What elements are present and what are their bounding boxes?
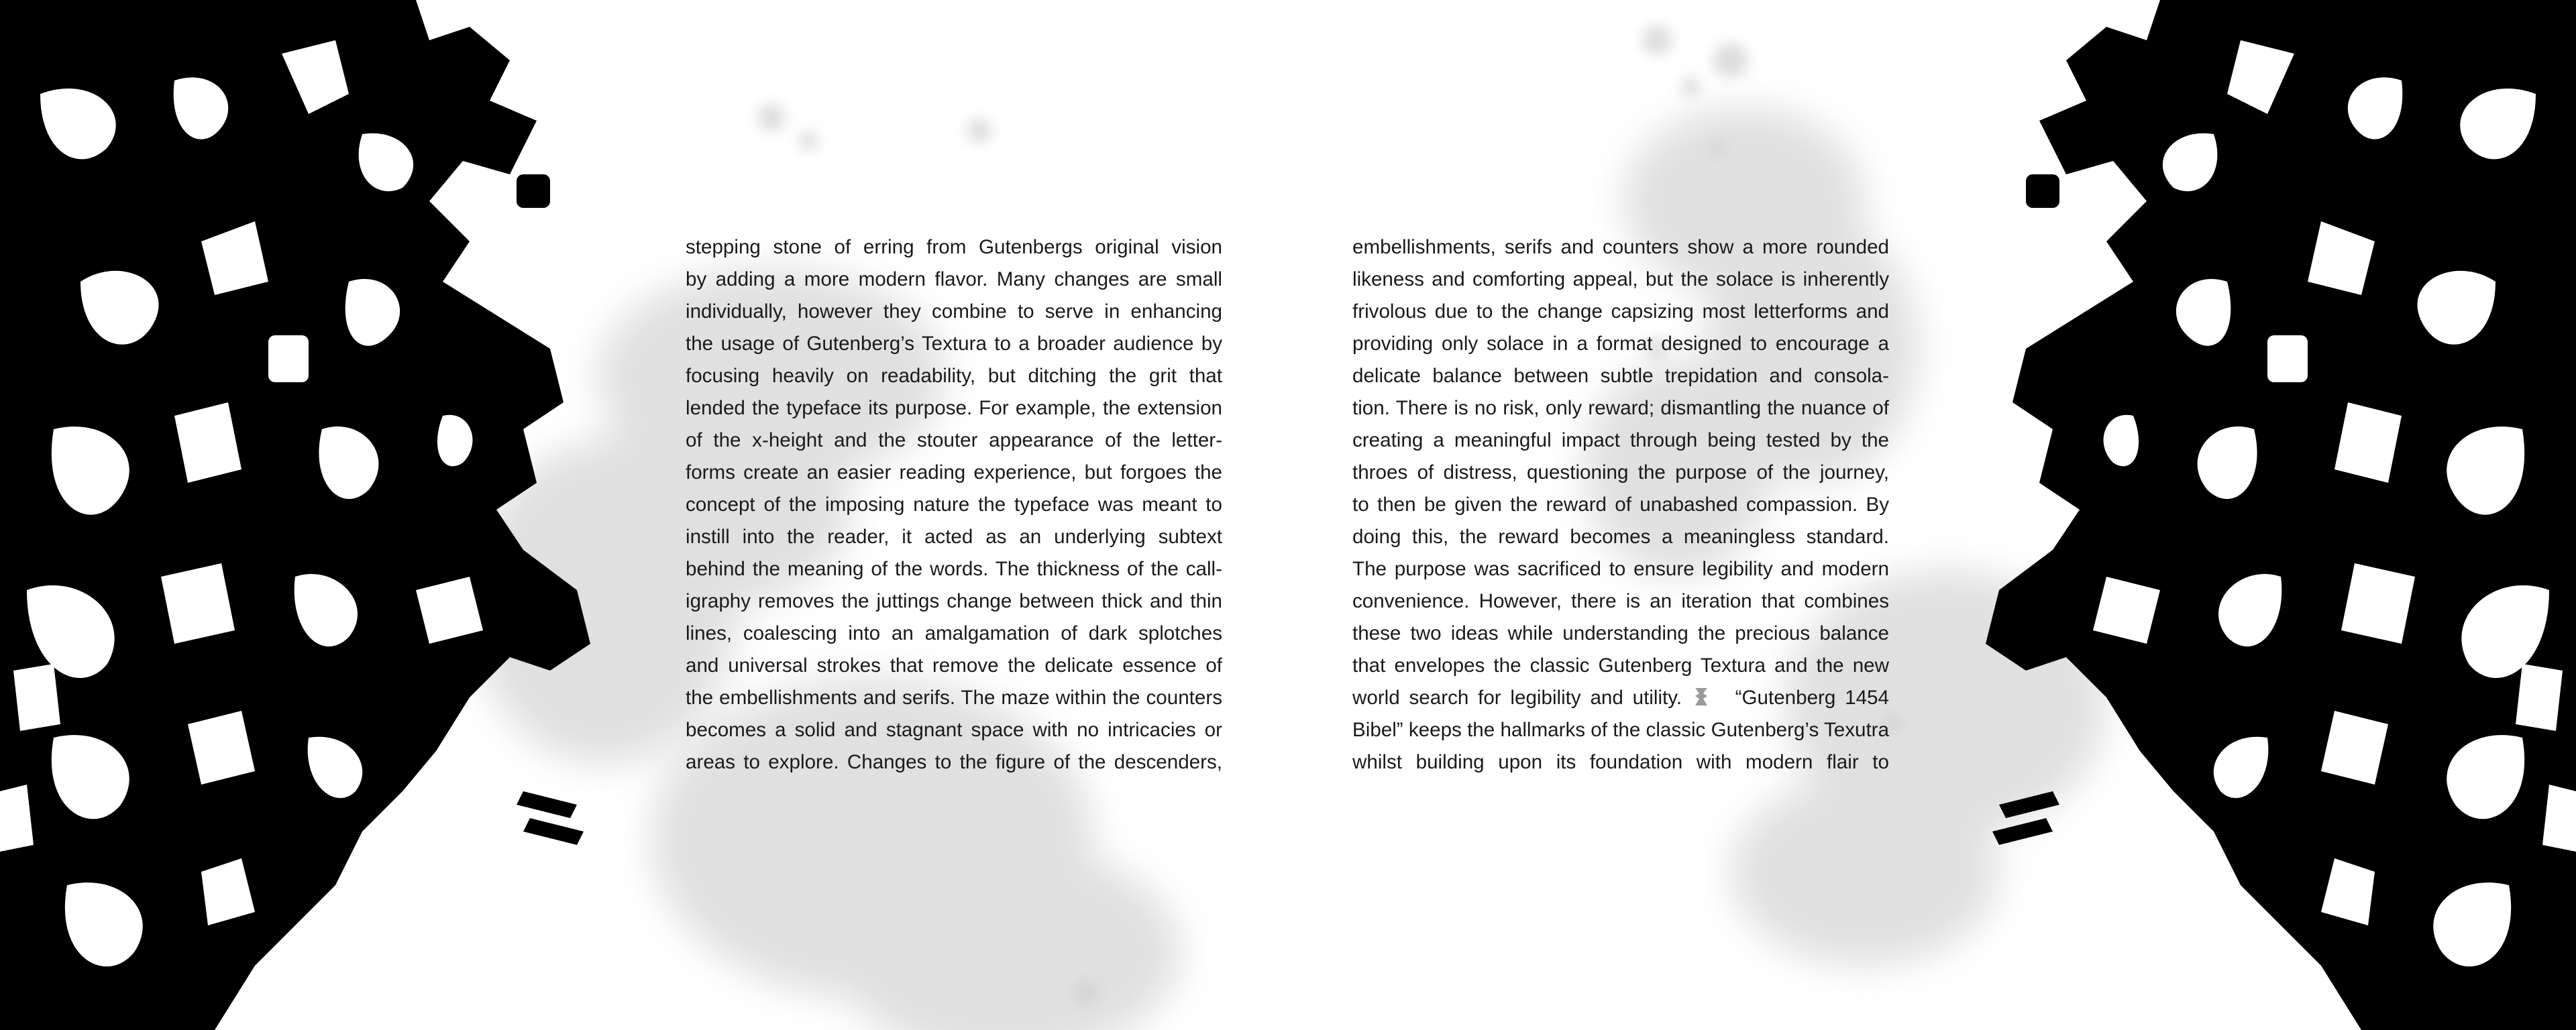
text-line: by adding a more modern flavor. Many changes are small [686, 268, 1222, 290]
text-line: likeness and comforting appeal, but the solace is inherently [1352, 268, 1889, 290]
text-line: convenience. However, there is an iteration that combines [1352, 590, 1889, 612]
text-line: individually, however they combine to serve in enhancing [686, 300, 1222, 323]
text-line: throes of distress, questioning the purpose of the journey, [1352, 461, 1889, 483]
text-line: areas to explore. Changes to the figure of the descenders, [686, 751, 1222, 773]
text-line: focusing heavily on readability, but ditching the grit that [686, 365, 1222, 387]
text-line: The purpose was sacrificed to ensure legibility and modern [1352, 558, 1889, 580]
text-line: whilst building upon its foundation with modern flair to [1352, 751, 1889, 773]
text-line: the usage of Gutenberg’s Textura to a broader audience by [686, 333, 1222, 355]
text-line: the embellishments and serifs. The maze within the counters [686, 687, 1222, 709]
text-line: frivolous due to the change capsizing most letterforms and [1352, 300, 1889, 323]
text-line: stepping stone of erring from Gutenbergs original vision [686, 236, 1222, 258]
text-line: that envelopes the classic Gutenberg Textura and the new [1352, 654, 1889, 677]
text-line: to then be given the reward of unabashed compassion. By [1352, 494, 1889, 516]
text-line: doing this, the reward becomes a meaningless standard. [1352, 526, 1889, 548]
text-line: lended the typeface its purpose. For example, the extension [686, 397, 1222, 419]
text-line: delicate balance between subtle trepidation and consola- [1352, 365, 1889, 387]
text-line: providing only solace in a format designed to encourage a [1352, 333, 1889, 355]
left-body-text [686, 231, 1222, 779]
text-line: instill into the reader, it acted as an underlying subtext [686, 526, 1222, 548]
text-line: tion. There is no risk, only reward; dismantling the nuance of [1352, 397, 1889, 419]
text-line-with-mark [1352, 682, 1889, 714]
text-line: forms create an easier reading experience, but forgoes the [686, 461, 1222, 483]
textura-glyph-icon [1694, 687, 1709, 707]
text-line: and universal strokes that remove the delicate essence of [686, 654, 1222, 677]
text-line-segment: world search for legibility and utility. [1352, 687, 1682, 709]
text-line: igraphy removes the juttings change between thick and thin [686, 590, 1222, 612]
text-line: these two ideas while understanding the precious balance [1352, 622, 1889, 644]
right-body-text [1352, 231, 1889, 779]
text-line: becomes a solid and stagnant space with no intricacies or [686, 719, 1222, 741]
left-blackletter-artwork [0, 0, 604, 1030]
text-line: Bibel” keeps the hallmarks of the classic Gutenberg’s Texutra [1352, 719, 1889, 741]
text-line: behind the meaning of the words. The thickness of the call- [686, 558, 1222, 580]
text-line: creating a meaningful impact through being tested by the [1352, 429, 1889, 451]
text-line: embellishments, serifs and counters show a more rounded [1352, 236, 1889, 258]
right-blackletter-artwork [1972, 0, 2576, 1030]
text-line: lines, coalescing into an amalgamation of dark splotches [686, 622, 1222, 644]
text-line: of the x-height and the stouter appearance of the letter- [686, 429, 1222, 451]
text-line: concept of the imposing nature the typeface was meant to [686, 494, 1222, 516]
text-line-segment: “Gutenberg 1454 [1735, 687, 1889, 709]
